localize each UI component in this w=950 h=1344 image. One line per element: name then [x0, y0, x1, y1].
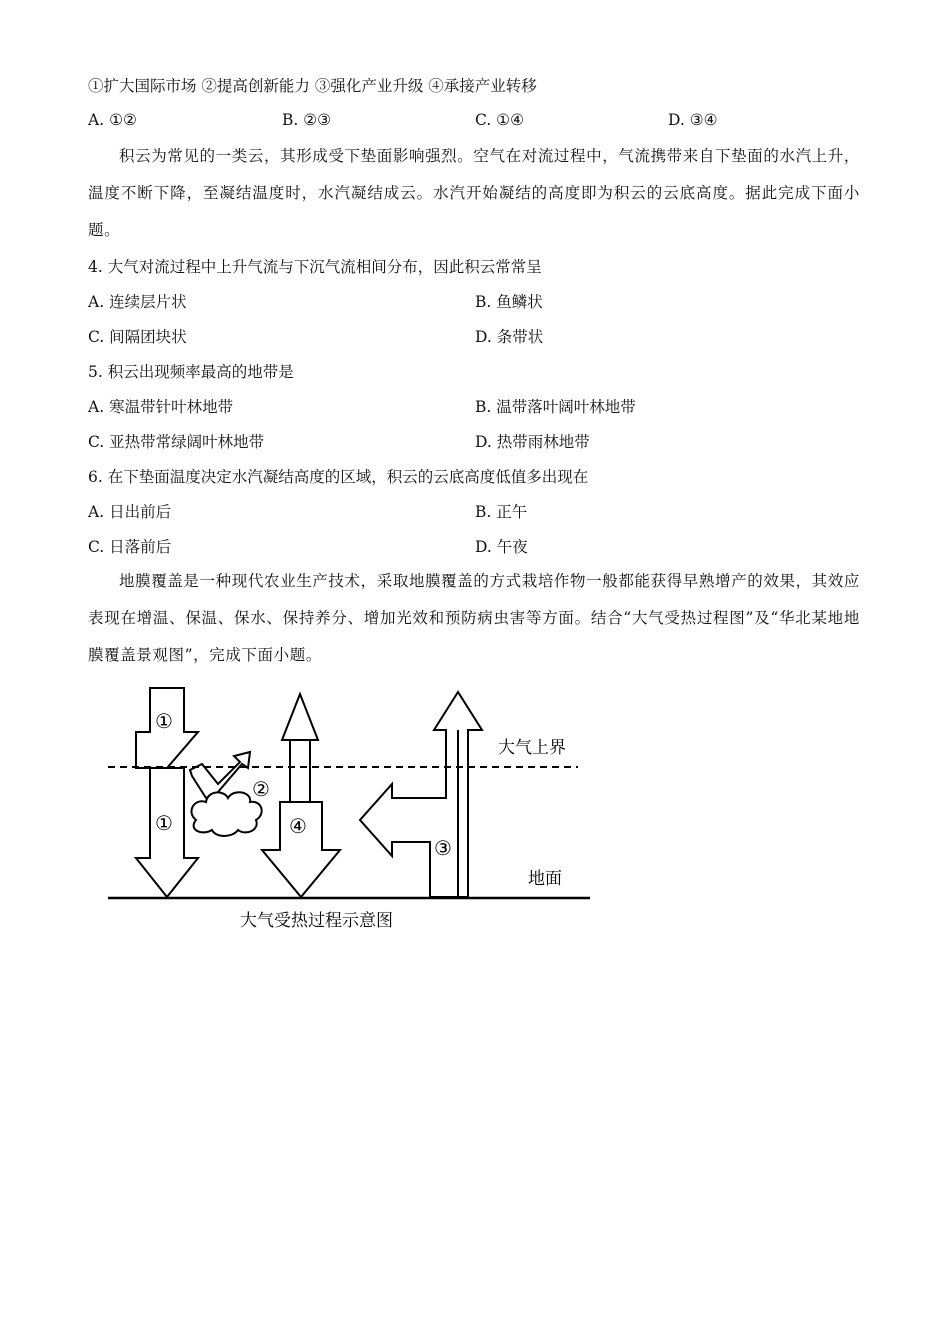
marker-3: ③: [434, 836, 452, 860]
q6-option-a[interactable]: [88, 500, 171, 522]
option-text: ①②: [109, 111, 137, 129]
option-label: C.: [88, 433, 105, 451]
option-text: 亚热带常绿阔叶林地带: [109, 433, 265, 451]
q3-option-d[interactable]: [668, 111, 718, 129]
q3-option-a[interactable]: [88, 111, 137, 129]
option-label: B.: [475, 398, 492, 416]
q5-option-d[interactable]: [475, 430, 590, 452]
option-text: 热带雨林地带: [496, 433, 590, 451]
option-text: ③④: [689, 111, 718, 129]
q5-stem: 5. 积云出现频率最高的地带是: [88, 363, 294, 381]
option-label: A.: [88, 503, 105, 521]
q6-stem: 6. 在下垫面温度决定水汽凝结高度的区域，积云的云底高度低值多出现在: [88, 468, 589, 486]
option-text: 温带落叶阔叶林地带: [496, 398, 636, 416]
atmosphere-top-label: 大气上界: [498, 738, 566, 758]
marker-2: ②: [252, 777, 270, 801]
q4-option-c[interactable]: [88, 325, 187, 347]
option-text: 日出前后: [109, 503, 172, 521]
option-text: ①④: [496, 111, 524, 129]
option-text: 日落前后: [109, 538, 172, 556]
option-text: 鱼鳞状: [496, 293, 543, 311]
ground-label: 地面: [528, 869, 562, 889]
figure-caption: 大气受热过程示意图: [240, 911, 393, 931]
option-label: C.: [475, 111, 492, 129]
option-text: 间隔团块状: [109, 328, 187, 346]
passage-cumulus: 积云为常见的一类云，其形成受下垫面影响强烈。空气在对流过程中，气流携带来自下垫面的水汽上升，温度不断下降，至凝结温度时，水汽凝结成云。水汽开始凝结的高度即为积云的云底高度。据此完成下面小题。: [88, 147, 860, 239]
option-label: C.: [88, 328, 105, 346]
q5-option-c[interactable]: [88, 430, 264, 452]
option-text: 正午: [496, 503, 528, 521]
marker-4: ④: [289, 814, 307, 838]
option-label: D.: [475, 433, 492, 451]
option-label: B.: [475, 503, 492, 521]
q6-option-d[interactable]: [475, 535, 528, 557]
q5-option-a[interactable]: [88, 395, 233, 417]
reflection-arrow: [190, 752, 250, 798]
q4-option-a[interactable]: [88, 290, 187, 312]
option-label: D.: [475, 328, 492, 346]
option-label: A.: [88, 111, 105, 129]
option-label: B.: [282, 111, 299, 129]
q4-stem: 4. 大气对流过程中上升气流与下沉气流相间分布，因此积云常常呈: [88, 258, 542, 276]
option-label: A.: [88, 293, 105, 311]
q4-option-b[interactable]: [475, 290, 543, 312]
q4-option-d[interactable]: [475, 325, 543, 347]
option-label: B.: [475, 293, 492, 311]
option-text: 连续层片状: [109, 293, 187, 311]
option-label: A.: [88, 398, 105, 416]
option-text: 寒温带针叶林地带: [109, 398, 234, 416]
ground-radiation-up-arrow: [290, 740, 310, 802]
q6-option-c[interactable]: [88, 535, 171, 557]
marker-1-lower: ①: [155, 811, 173, 835]
option-label: D.: [475, 538, 492, 556]
atmosphere-heating-diagram: [100, 680, 600, 940]
q3-statements: ①扩大国际市场 ②提高创新能力 ③强化产业升级 ④承接产业转移: [88, 77, 537, 95]
q3-option-c[interactable]: [475, 111, 524, 129]
q5-option-b[interactable]: [475, 395, 636, 417]
option-text: 午夜: [496, 538, 528, 556]
ground-radiation-up-head: [282, 694, 318, 740]
option-text: ②③: [303, 111, 332, 129]
option-text: 条带状: [496, 328, 544, 346]
ground-radiation-arrow: [360, 692, 482, 897]
passage-plastic-mulch: 地膜覆盖是一种现代农业生产技术，采取地膜覆盖的方式栽培作物一般都能获得早熟增产的效果，其效应表现在增温、保温、保水、保持养分、增加光效和预防病虫害等方面。结合“大气受热过程图”及“华北某地地膜覆盖景观图”，完成下面小题。: [88, 572, 860, 664]
marker-1-upper: ①: [155, 709, 173, 733]
q3-option-b[interactable]: [282, 111, 331, 129]
option-label: C.: [88, 538, 105, 556]
option-label: D.: [668, 111, 685, 129]
q6-option-b[interactable]: [475, 500, 527, 522]
